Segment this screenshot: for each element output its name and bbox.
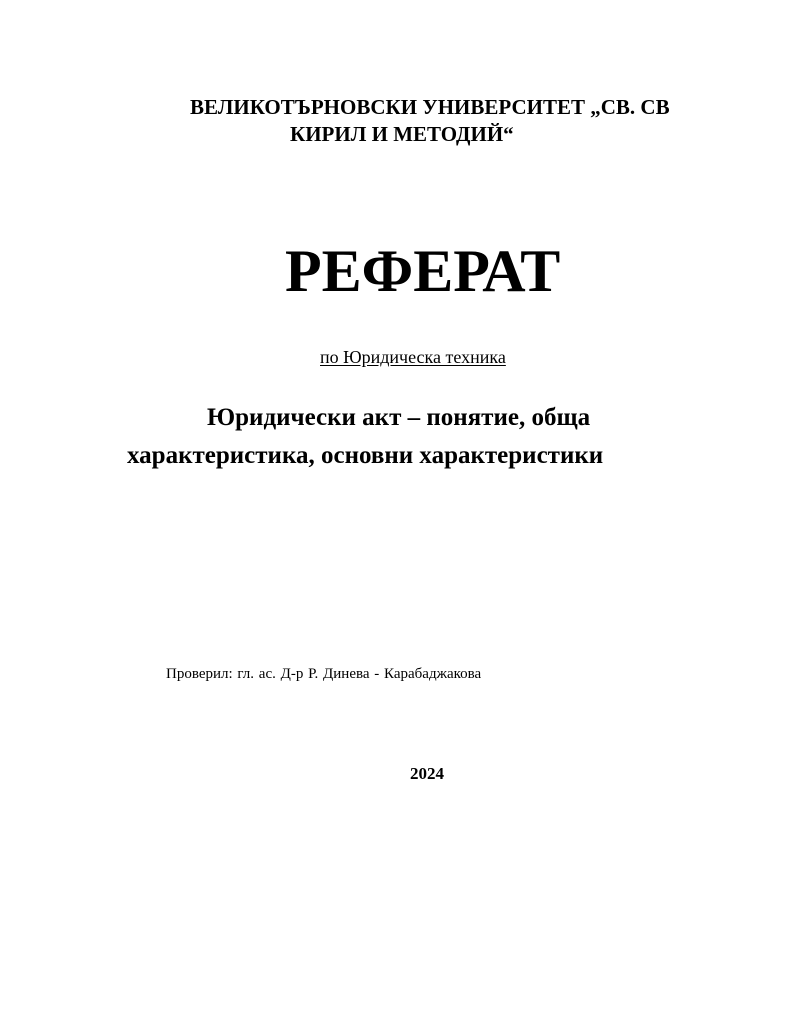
- document-title: РЕФЕРАТ: [285, 238, 561, 304]
- university-name-line-2: КИРИЛ И МЕТОДИЙ“: [290, 122, 514, 146]
- university-name-line-1: ВЕЛИКОТЪРНОВСКИ УНИВЕРСИТЕТ „СВ. СВ: [190, 95, 670, 119]
- subject-line: по Юридическа техника: [320, 347, 506, 367]
- topic-line-1: Юридически акт – понятие, обща: [207, 404, 591, 431]
- year: 2024: [410, 764, 444, 783]
- topic-line-2: характеристика, основни характеристики: [127, 442, 604, 469]
- checked-by-line: Проверил: гл. ас. Д-р Р. Динева - Карабаджакова: [166, 666, 482, 682]
